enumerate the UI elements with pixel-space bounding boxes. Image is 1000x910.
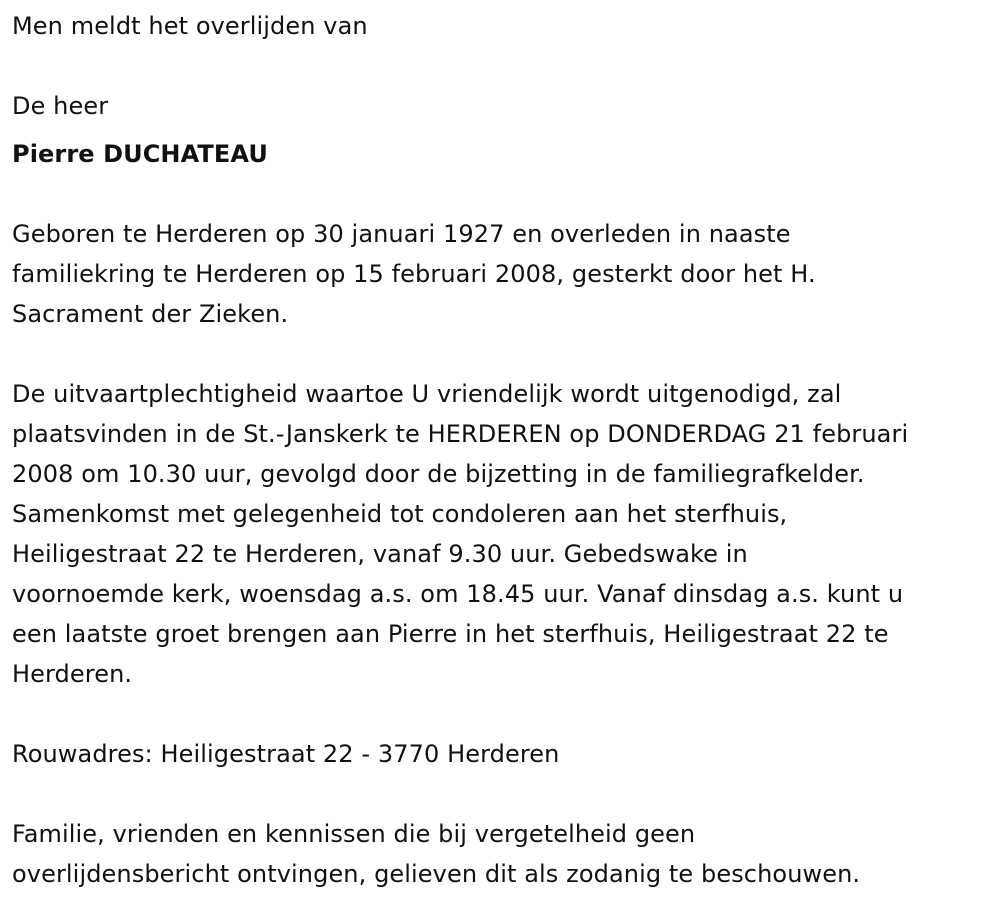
paragraph-line: Familie, vrienden en kennissen die bij vergetelheid geen [12,820,696,848]
paragraph-line: Sacrament der Zieken. [12,300,289,328]
closing-paragraph [12,814,980,894]
intro-text: Men meldt het overlijden van [12,12,368,40]
paragraph-line: Heiligestraat 22 te Herderen, vanaf 9.30 uur. Gebedswake in [12,540,748,568]
spacer [12,774,980,814]
paragraph-line: Geboren te Herderen op 30 januari 1927 en overleden in naaste [12,220,791,248]
paragraph-line: voornoemde kerk, woensdag a.s. om 18.45 uur. Vanaf dinsdag a.s. kunt u [12,580,904,608]
paragraph-line: overlijdensbericht ontvingen, gelieven dit als zodanig te beschouwen. [12,860,861,888]
paragraph-line: familiekring te Herderen op 15 februari 2008, gesterkt door het H. [12,260,816,288]
deceased-name: Pierre DUCHATEAU [12,140,268,168]
spacer [12,694,980,734]
spacer [12,126,980,134]
birth-death-paragraph [12,214,980,334]
spacer [12,46,980,86]
salutation: De heer [12,92,109,120]
paragraph-line: De uitvaartplechtigheid waartoe U vriendelijk wordt uitgenodigd, zal [12,380,842,408]
paragraph-line: Samenkomst met gelegenheid tot condoleren aan het sterfhuis, [12,500,788,528]
funeral-paragraph [12,374,980,694]
paragraph-line: Herderen. [12,660,133,688]
spacer [12,334,980,374]
mourning-address: Rouwadres: Heiligestraat 22 - 3770 Herderen [12,740,560,768]
spacer [12,174,980,214]
paragraph-line: plaatsvinden in de St.-Janskerk te HERDEREN op DONDERDAG 21 februari [12,420,909,448]
paragraph-line: een laatste groet brengen aan Pierre in het sterfhuis, Heiligestraat 22 te [12,620,889,648]
paragraph-line: 2008 om 10.30 uur, gevolgd door de bijzetting in de familiegrafkelder. [12,460,865,488]
